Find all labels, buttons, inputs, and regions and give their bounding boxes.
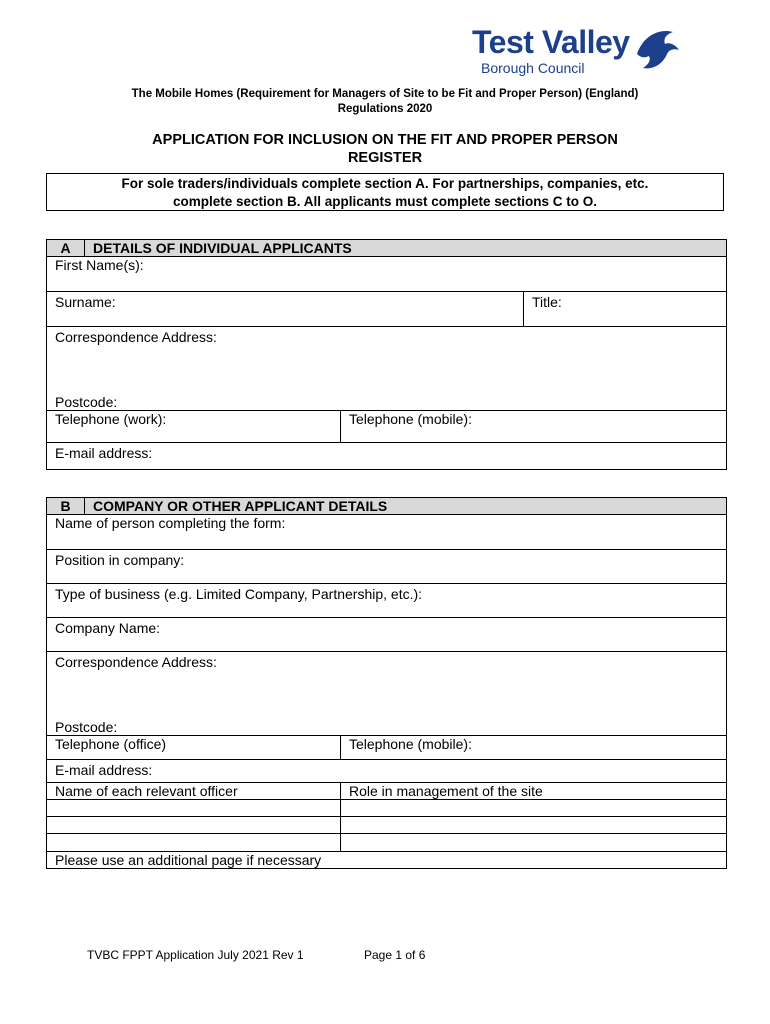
tel-office-label: Telephone (office)	[55, 736, 167, 752]
officer-role-label: Role in management of the site	[349, 783, 543, 799]
additional-page-note	[47, 852, 727, 869]
section-letter: A	[47, 240, 85, 257]
officer-role-input[interactable]	[341, 800, 727, 817]
officer-role-input[interactable]	[341, 834, 727, 852]
section-title: DETAILS OF INDIVIDUAL APPLICANTS	[85, 240, 727, 257]
instructions-line-2: complete section B. All applicants must complete sections C to O.	[172, 194, 598, 209]
section-a-header	[47, 240, 727, 257]
regulations-line-1: The Mobile Homes (Requirement for Managers of Site to be Fit and Proper Person) (England)	[131, 88, 639, 100]
company-email-field[interactable]	[47, 760, 727, 783]
officer-name-header	[47, 783, 341, 800]
company-tel-mobile-field[interactable]	[341, 736, 727, 760]
footer-doc-ref: TVBC FPPT Application July 2021 Rev 1	[87, 948, 304, 962]
regulations-line-2: Regulations 2020	[337, 103, 433, 115]
fish-icon	[633, 24, 681, 74]
footer-page-number: Page 1 of 6	[364, 948, 426, 962]
surname-label: Surname:	[55, 294, 116, 310]
title-label: Title:	[532, 294, 562, 310]
surname-field[interactable]	[47, 292, 524, 327]
section-a-table	[46, 239, 727, 470]
officer-role-header	[341, 783, 727, 800]
officer-role-input[interactable]	[341, 817, 727, 834]
company-name-field[interactable]	[47, 618, 727, 652]
person-completing-label: Name of person completing the form:	[55, 515, 286, 531]
business-type-label: Type of business (e.g. Limited Company, Partnership, etc.):	[55, 586, 423, 602]
first-names-field[interactable]	[47, 257, 727, 292]
section-letter: B	[47, 498, 85, 515]
business-type-field[interactable]	[47, 584, 727, 618]
company-email-label: E-mail address:	[55, 762, 153, 778]
section-b-table	[46, 497, 727, 869]
tel-mobile-field[interactable]	[341, 411, 727, 443]
officer-name-input[interactable]	[47, 817, 341, 834]
postcode-label: Postcode:	[55, 394, 118, 410]
company-address-label: Correspondence Address:	[55, 654, 217, 670]
company-address-field[interactable]	[47, 652, 727, 736]
position-field[interactable]	[47, 550, 727, 584]
company-postcode-label: Postcode:	[55, 719, 118, 735]
address-label: Correspondence Address:	[55, 329, 217, 345]
tel-office-field[interactable]	[47, 736, 341, 760]
email-field[interactable]	[47, 443, 727, 470]
section-title: COMPANY OR OTHER APPLICANT DETAILS	[85, 498, 727, 515]
title-line-2: REGISTER	[347, 150, 423, 166]
company-name-label: Company Name:	[55, 620, 161, 636]
title-field[interactable]	[524, 292, 727, 327]
logo-subtitle: Borough Council	[481, 60, 585, 76]
company-tel-mobile-label: Telephone (mobile):	[349, 736, 472, 752]
tel-work-label: Telephone (work):	[55, 411, 167, 427]
position-label: Position in company:	[55, 552, 185, 568]
additional-note-label: Please use an additional page if necessary	[55, 852, 322, 868]
logo-name: Test Valley	[472, 24, 630, 60]
email-label: E-mail address:	[55, 445, 153, 461]
tel-mobile-label: Telephone (mobile):	[349, 411, 472, 427]
council-logo	[472, 24, 682, 80]
tel-work-field[interactable]	[47, 411, 341, 443]
officer-name-label: Name of each relevant officer	[55, 783, 238, 799]
first-names-label: First Name(s):	[55, 257, 144, 273]
officer-name-input[interactable]	[47, 800, 341, 817]
instructions-box	[46, 173, 724, 211]
section-b-header	[47, 498, 727, 515]
person-completing-field[interactable]	[47, 515, 727, 550]
officer-name-input[interactable]	[47, 834, 341, 852]
instructions-line-1: For sole traders/individuals complete section A. For partnerships, companies, etc.	[121, 176, 649, 191]
application-title	[0, 131, 770, 167]
address-field[interactable]	[47, 327, 727, 411]
regulations-heading	[0, 87, 770, 117]
title-line-1: APPLICATION FOR INCLUSION ON THE FIT AND PROPER PERSON	[152, 132, 618, 148]
